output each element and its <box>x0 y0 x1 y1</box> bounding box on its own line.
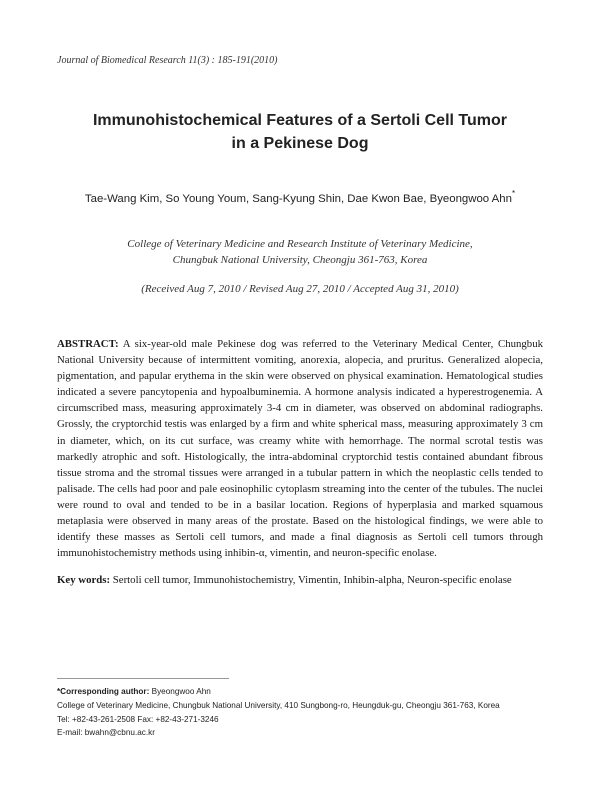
corresponding-author-mark: * <box>511 189 516 198</box>
abstract-label: ABSTRACT: <box>57 338 119 350</box>
received-dates: (Received Aug 7, 2010 / Revised Aug 27, 2010 / Accepted Aug 31, 2010) <box>141 283 459 295</box>
corresponding-author-line <box>57 685 557 699</box>
author-names: Tae-Wang Kim, So Young Youm, Sang-Kyung Shin, Dae Kwon Bae, Byeongwoo Ahn <box>84 192 512 205</box>
keywords-label: Key words: <box>57 574 111 586</box>
journal-reference: Journal of Biomedical Research 11(3) : 185-191(2010) <box>57 55 278 66</box>
abstract-text: A six-year-old male Pekinese dog was referred to the Veterinary Medical Center, Chungbuk National University because of intermittent vomiting, anorexia, alopecia, and pruritus. Generalized alopecia, pigmentation, and papular erythema in the skin were observed on physical examination. Hematological studies indicated a severe pancytopenia and hypoalbuminemia. A hormone analysis indicated a hyperestrogenemia. A circumscribed mass, measuring approximately 3-4 cm in diameter, was observed on abdominal radiographs. Grossly, the cryptorchid testis was enlarged by a firm and white spherical mass, measuring approximately 3 cm in diameter, which, on its cut surface, was creamy white with hemorrhage. The normal scrotal testis was markedly atrophic and soft. Histologically, the intra-abdominal cryptorchid testis contained abundant fibrous tissue stroma and the stromal tissues were arranged in a tubular pattern in which the neoplastic cells tended to palisade. The cells had poor and pale eosinophilic cytoplasm streaming into the center of the tubules. The nuclei were round to oval and tended to be in a basilar location. Regions of hyperplasia and marked squamous metaplasia were observed in many areas of the prostate. Based on the histological findings, we were able to identify these masses as Sertoli cell tumors, and made a final diagnosis as Sertoli cell tumors through immunohistochemistry methods using inhibin-α, vimentin, and neuron-specific enolase. <box>57 338 543 560</box>
footnote-divider <box>57 678 229 679</box>
article-title <box>40 109 560 155</box>
corresponding-author-label: *Corresponding author: <box>57 687 150 696</box>
keywords <box>57 572 543 588</box>
affiliation <box>40 236 560 268</box>
article-title-line-2: in a Pekinese Dog <box>231 135 369 152</box>
affiliation-line-2: Chungbuk National University, Cheongju 361-763, Korea <box>172 254 428 266</box>
abstract <box>57 336 543 561</box>
corresponding-author-name: Byeongwoo Ahn <box>149 687 211 696</box>
article-title-line-1: Immunohistochemical Features of a Sertoli Cell Tumor <box>92 112 507 129</box>
affiliation-line-1: College of Veterinary Medicine and Research Institute of Veterinary Medicine, <box>127 238 473 250</box>
keywords-text: Sertoli cell tumor, Immunohistochemistry, Vimentin, Inhibin-alpha, Neuron-specific enolase <box>110 574 512 586</box>
corresponding-author-footnote <box>57 685 557 740</box>
corresponding-author-address: College of Veterinary Medicine, Chungbuk National University, 410 Sungbong-ro, Heungduk-gu, Cheongju 361-763, Korea <box>57 700 500 710</box>
corresponding-author-email[interactable]: E-mail: bwahn@cbnu.ac.kr <box>57 728 155 738</box>
author-list <box>40 190 560 205</box>
corresponding-author-phone: Tel: +82-43-261-2508 Fax: +82-43-271-3246 <box>57 714 219 724</box>
